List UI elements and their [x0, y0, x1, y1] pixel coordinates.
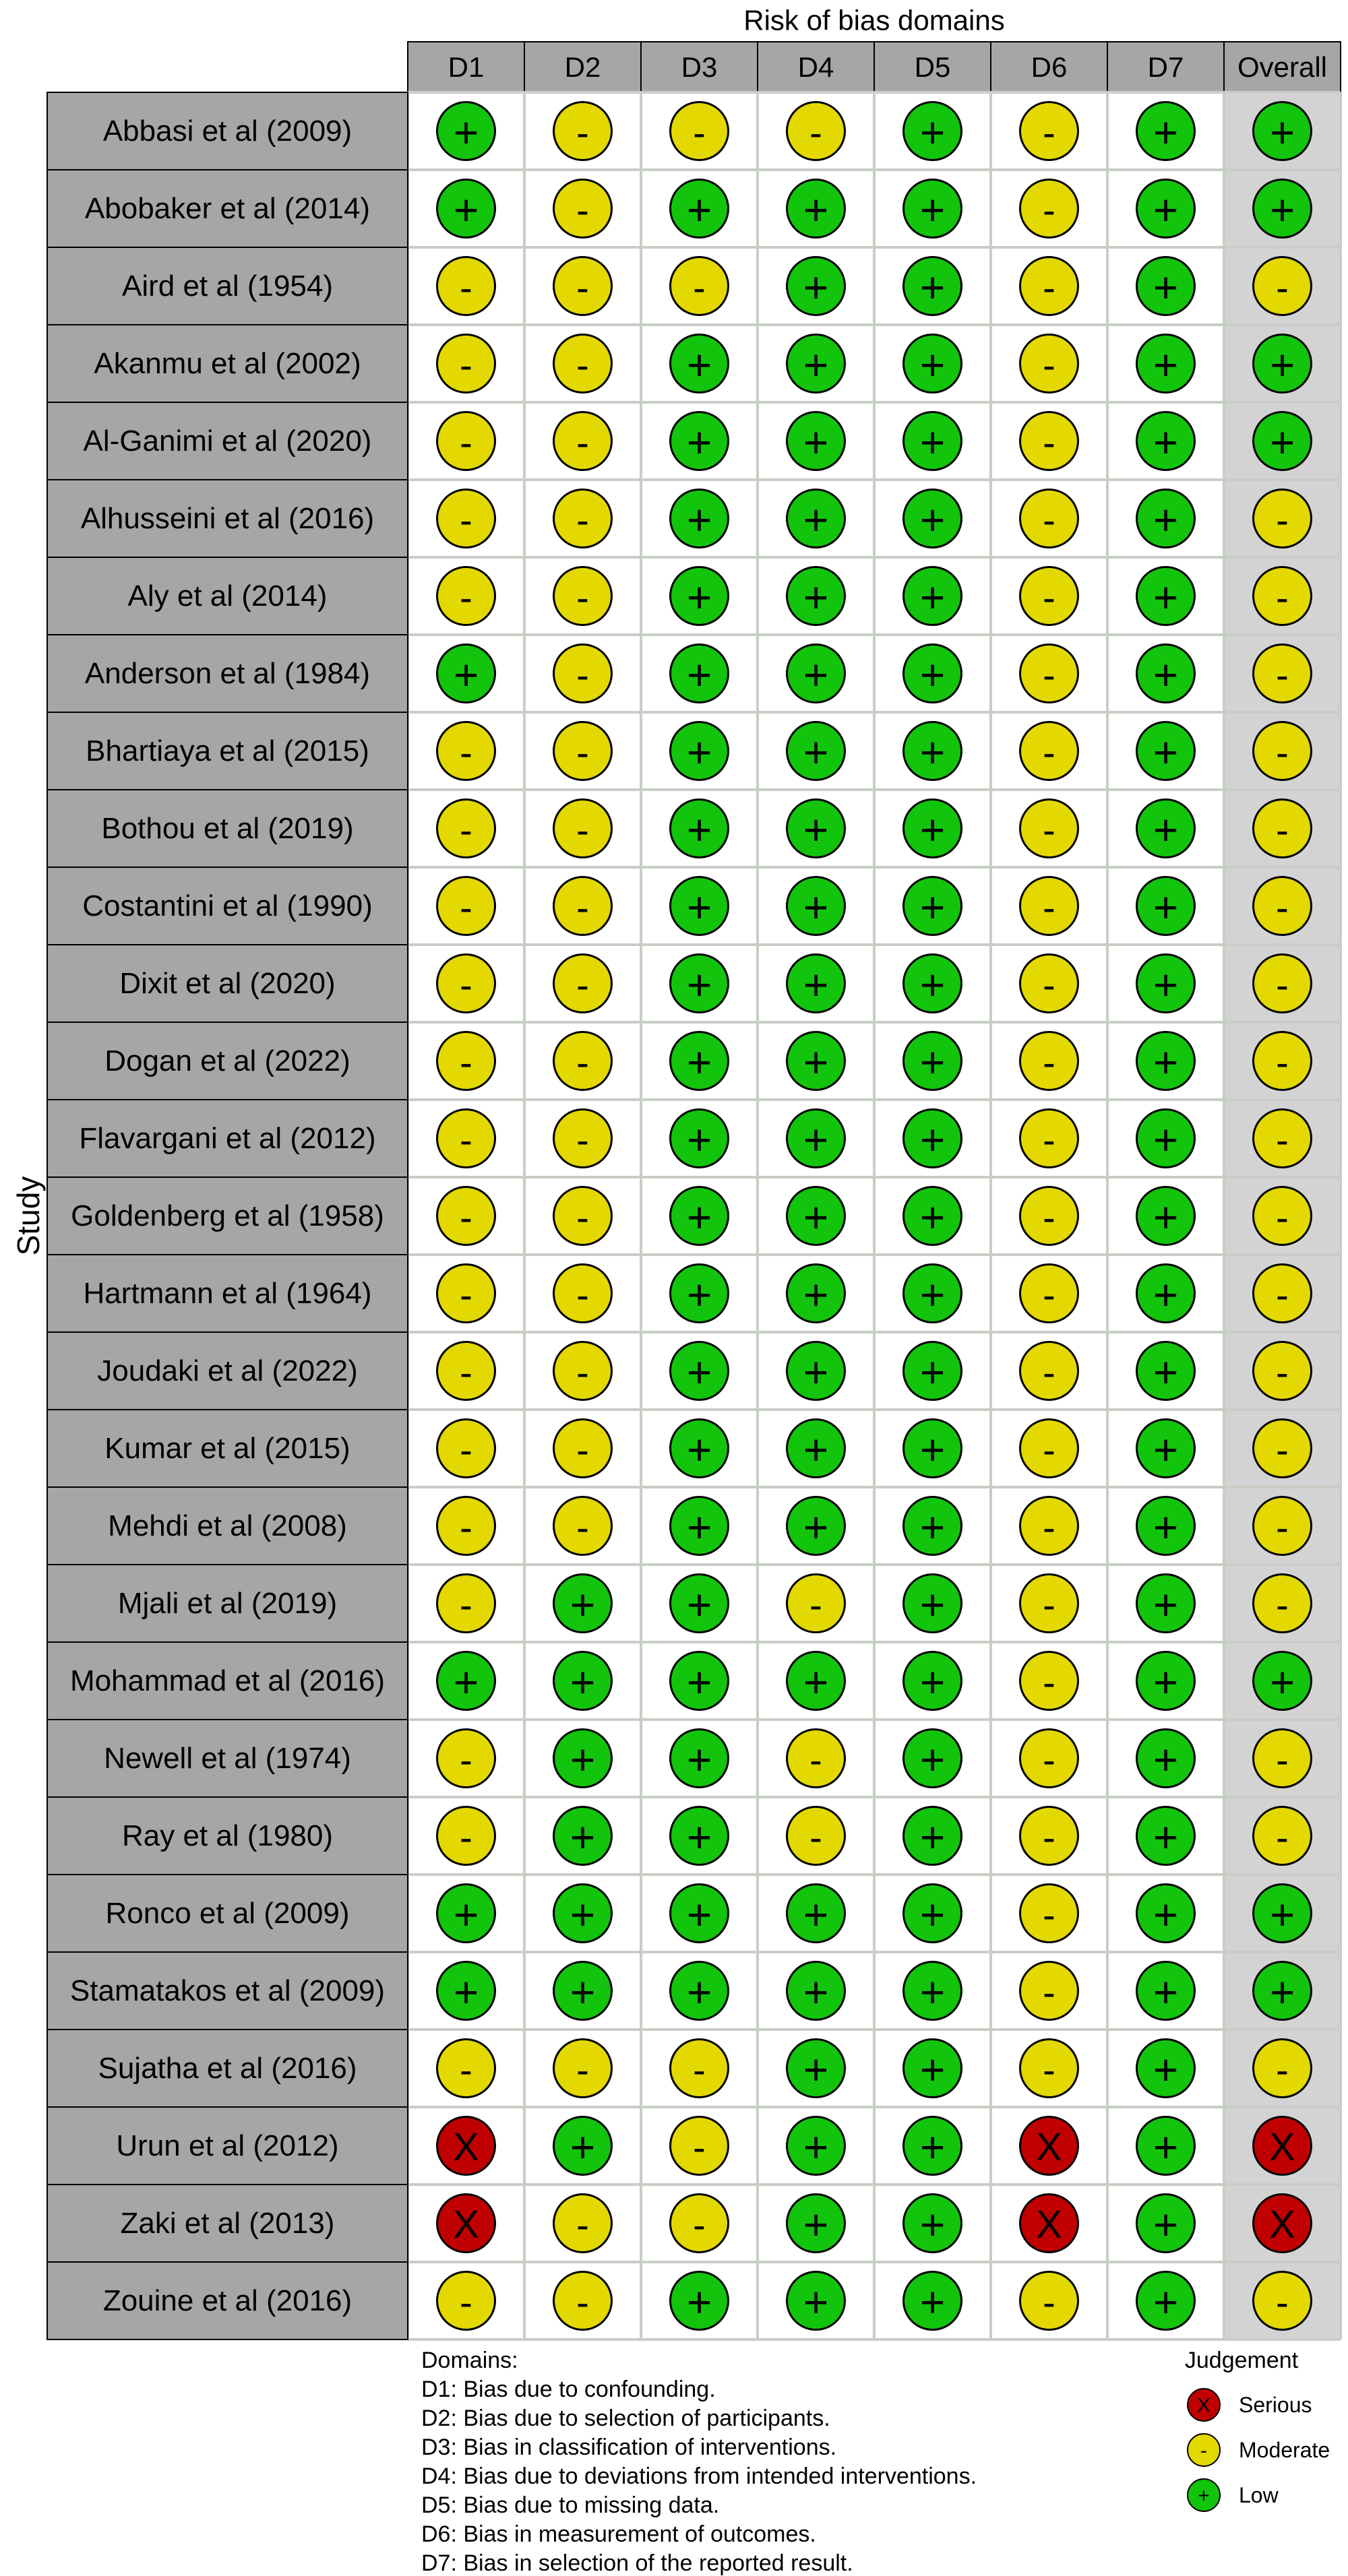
- judgement-symbol: +: [686, 418, 712, 467]
- judgement-symbol: +: [686, 1270, 712, 1319]
- judgement-symbol: -: [1276, 654, 1289, 696]
- judgement-symbol: +: [803, 805, 829, 854]
- judgement-symbol: -: [1276, 1428, 1289, 1471]
- judgement-symbol: -: [1276, 2048, 1289, 2091]
- judgement-symbol: -: [1276, 499, 1289, 541]
- study-label: Bothou et al (2019): [101, 812, 354, 845]
- judgement-symbol: +: [686, 1348, 712, 1397]
- judgement-symbol: -: [1043, 886, 1055, 929]
- judgement-symbol: +: [686, 650, 712, 699]
- judgement-symbol: -: [809, 111, 822, 154]
- judgement-symbol: -: [576, 1119, 589, 1161]
- judgement-symbol: -: [693, 2048, 706, 2091]
- judgement-symbol: +: [919, 340, 946, 389]
- judgement-symbol: +: [1269, 340, 1295, 389]
- judgement-symbol: -: [1276, 2281, 1289, 2323]
- judgement-symbol: +: [919, 650, 946, 699]
- judgement-symbol: +: [803, 340, 829, 389]
- judgement-symbol: -: [460, 1506, 472, 1548]
- judgement-symbol: +: [453, 185, 479, 234]
- grid-lines: [408, 92, 1341, 2339]
- judgement-symbol: +: [919, 1115, 946, 1164]
- judgement-symbol: -: [1276, 1119, 1289, 1161]
- judgement-symbol: -: [1276, 266, 1289, 309]
- judgement-symbol: -: [1276, 1738, 1289, 1781]
- judgement-symbol: +: [1269, 1890, 1295, 1939]
- judgement-symbol: +: [919, 1503, 946, 1552]
- judgement-symbol: -: [1043, 576, 1055, 619]
- judgement-symbol: +: [919, 883, 946, 932]
- judgement-symbol: +: [686, 1115, 712, 1164]
- judgement-symbol: -: [1043, 1274, 1055, 1316]
- judgement-symbol: +: [1153, 495, 1179, 544]
- judgement-symbol: -: [1043, 809, 1055, 851]
- study-label: Aird et al (1954): [121, 270, 334, 303]
- judgement-symbol: +: [1153, 1968, 1179, 2017]
- judgement-symbol: -: [460, 1041, 472, 1083]
- judgement-symbol: -: [576, 964, 589, 1006]
- study-label: Al-Ganimi et al (2020): [83, 425, 372, 458]
- study-label: Sujatha et al (2016): [98, 2052, 357, 2085]
- judgement-symbol: +: [919, 418, 946, 467]
- judgement-symbol: +: [453, 650, 479, 699]
- study-label: Dogan et al (2022): [104, 1044, 350, 1077]
- judgement-symbol: -: [460, 1274, 472, 1316]
- judgement-symbol: -: [1043, 1196, 1055, 1238]
- judgement-symbol: +: [803, 1115, 829, 1164]
- judgement-symbol: -: [460, 576, 472, 619]
- study-label: Dixit et al (2020): [119, 967, 336, 1000]
- judgement-symbol: -: [1043, 1893, 1055, 1936]
- study-label: Alhusseini et al (2016): [80, 502, 375, 535]
- judgement-symbol: +: [919, 1580, 946, 1629]
- judgement-symbol: +: [1153, 2045, 1179, 2094]
- judgement-symbol: +: [919, 1193, 946, 1242]
- judgement-symbol: -: [1276, 576, 1289, 619]
- judgement-symbol: -: [460, 1351, 472, 1393]
- judgement-symbol: +: [1153, 1348, 1179, 1397]
- judgement-symbol: +: [1153, 1503, 1179, 1552]
- judgement-symbol: -: [1043, 344, 1055, 386]
- judgement-symbol: -: [460, 809, 472, 851]
- judgement-symbol: -: [460, 1196, 472, 1238]
- judgement-symbol: +: [919, 185, 946, 234]
- judgement-symbol: +: [919, 108, 946, 157]
- domain-description: D4: Bias due to deviations from intended interventions.: [421, 2463, 977, 2489]
- judgement-symbol: -: [460, 1428, 472, 1471]
- judgement-symbol: +: [919, 573, 946, 622]
- study-label: Costantini et al (1990): [82, 889, 373, 922]
- judgement-symbol: -: [1276, 1583, 1289, 1626]
- judgement-symbol: +: [686, 1425, 712, 1474]
- judgement-symbol: +: [803, 185, 829, 234]
- judgement-symbol: +: [803, 960, 829, 1009]
- judgement-symbol: +: [686, 1580, 712, 1629]
- judgement-symbol: -: [1276, 964, 1289, 1006]
- judgement-symbol: +: [686, 728, 712, 777]
- judgement-symbol: +: [803, 1425, 829, 1474]
- judgement-symbol: +: [686, 1193, 712, 1242]
- judgement-symbol: -: [1043, 1971, 1055, 2013]
- judgement-symbol: X: [1036, 2125, 1062, 2169]
- judgement-symbol: +: [1153, 728, 1179, 777]
- study-label: Stamatakos et al (2009): [69, 1974, 386, 2007]
- study-label: Akanmu et al (2002): [94, 347, 361, 380]
- judgement-symbol: -: [576, 809, 589, 851]
- judgement-symbol: +: [1153, 1658, 1179, 1707]
- judgement-symbol: +: [803, 495, 829, 544]
- judgement-symbol: X: [1269, 2125, 1295, 2169]
- judgement-symbol: -: [460, 1119, 472, 1161]
- judgement-symbol: -: [1043, 266, 1055, 309]
- judgement-symbol: +: [570, 1580, 596, 1629]
- judgement-symbol: +: [570, 2123, 596, 2172]
- judgement-symbol: +: [1269, 418, 1295, 467]
- judgement-symbol: +: [1153, 1813, 1179, 1862]
- judgement-symbol: +: [570, 1813, 596, 1862]
- judgement-symbol: +: [1153, 960, 1179, 1009]
- legend-symbol: X: [1196, 2394, 1211, 2417]
- judgement-symbol: +: [1153, 2277, 1179, 2327]
- judgement-symbol: -: [1276, 1196, 1289, 1238]
- study-label: Zouine et al (2016): [102, 2284, 353, 2317]
- judgement-symbol: +: [686, 1735, 712, 1784]
- column-header-d3: D3: [681, 51, 718, 83]
- judgement-symbol: -: [460, 266, 472, 309]
- judgement-symbol: -: [693, 2203, 706, 2246]
- judgement-symbol: -: [460, 1583, 472, 1626]
- judgement-symbol: +: [1153, 2200, 1179, 2249]
- judgement-symbol: +: [919, 1890, 946, 1939]
- judgement-symbol: +: [686, 1658, 712, 1707]
- study-label: Mehdi et al (2008): [108, 1509, 347, 1542]
- judgement-symbol: +: [1153, 1115, 1179, 1164]
- judgement-symbol: +: [803, 883, 829, 932]
- judgement-symbol: -: [1043, 1119, 1055, 1161]
- judgement-symbol: +: [1153, 1193, 1179, 1242]
- judgement-symbol: +: [803, 1193, 829, 1242]
- judgement-symbol: -: [1043, 1738, 1055, 1781]
- study-label: Urun et al (2012): [116, 2129, 339, 2162]
- judgement-symbol: -: [576, 1041, 589, 1083]
- judgement-symbol: +: [1153, 108, 1179, 157]
- study-label: Mohammad et al (2016): [69, 1664, 386, 1697]
- chart-title: Risk of bias domains: [743, 4, 1005, 36]
- judgement-symbol: -: [460, 499, 472, 541]
- judgement-symbol: -: [576, 2048, 589, 2091]
- judgement-symbol: +: [803, 1503, 829, 1552]
- judgement-symbol: +: [1153, 263, 1179, 312]
- judgement-symbol: +: [919, 1425, 946, 1474]
- judgement-symbol: +: [686, 1890, 712, 1939]
- judgement-symbol: -: [809, 1738, 822, 1781]
- judgement-symbol: +: [919, 2200, 946, 2249]
- judgement-symbol: -: [1276, 731, 1289, 774]
- judgement-symbol: +: [1269, 185, 1295, 234]
- judgement-symbol: -: [576, 1274, 589, 1316]
- study-label: Abobaker et al (2014): [84, 192, 371, 225]
- legend-label-moderate: Moderate: [1239, 2438, 1330, 2462]
- judgement-symbol: -: [460, 731, 472, 774]
- judgement-symbol: +: [919, 1813, 946, 1862]
- judgement-symbol: +: [1153, 650, 1179, 699]
- judgement-symbol: +: [919, 2123, 946, 2172]
- judgement-symbol: +: [686, 805, 712, 854]
- judgement-symbol: -: [1276, 1351, 1289, 1393]
- study-label: Joudaki et al (2022): [97, 1354, 358, 1387]
- column-header-d4: D4: [797, 51, 834, 83]
- judgement-symbol: +: [1153, 340, 1179, 389]
- judgement-symbol: +: [803, 2277, 829, 2327]
- legend-symbol: +: [1198, 2484, 1210, 2507]
- judgement-symbol: +: [686, 2277, 712, 2327]
- judgement-symbol: +: [919, 1658, 946, 1707]
- judgement-symbol: +: [570, 1890, 596, 1939]
- judgement-symbol: +: [686, 1813, 712, 1862]
- judgement-symbol: +: [686, 1503, 712, 1552]
- judgement-symbol: +: [919, 495, 946, 544]
- judgement-symbol: +: [919, 960, 946, 1009]
- judgement-symbol: -: [576, 1428, 589, 1471]
- study-label: Ronco et al (2009): [105, 1897, 350, 1930]
- judgement-symbol: -: [1043, 1661, 1055, 1703]
- judgement-symbol: -: [1043, 1351, 1055, 1393]
- judgement-symbol: -: [460, 886, 472, 929]
- column-header-d5: D5: [914, 51, 951, 83]
- judgement-symbol: -: [576, 1506, 589, 1548]
- judgement-symbol: +: [803, 263, 829, 312]
- judgement-symbol: -: [576, 499, 589, 541]
- judgement-symbol: -: [809, 1816, 822, 1858]
- judgement-symbol: +: [1153, 1425, 1179, 1474]
- judgement-symbol: +: [686, 573, 712, 622]
- legend-title: Judgement: [1184, 2348, 1299, 2373]
- study-label: Abbasi et al (2009): [102, 115, 353, 148]
- judgement-symbol: -: [1043, 1583, 1055, 1626]
- judgement-symbol: +: [1153, 1038, 1179, 1087]
- y-axis-label: Study: [11, 1176, 46, 1256]
- domain-description: D7: Bias in selection of the reported result.: [421, 2550, 853, 2576]
- judgement-symbol: +: [919, 1735, 946, 1784]
- column-header-d1: D1: [448, 51, 485, 83]
- judgement-symbol: +: [919, 2045, 946, 2094]
- judgement-symbol: +: [1269, 1658, 1295, 1707]
- judgement-symbol: +: [453, 1890, 479, 1939]
- judgement-symbol: -: [576, 731, 589, 774]
- judgement-symbol: -: [576, 576, 589, 619]
- judgement-symbol: -: [693, 111, 706, 154]
- judgement-symbol: +: [686, 1038, 712, 1087]
- judgement-symbol: +: [686, 1968, 712, 2017]
- legend-symbol: -: [1200, 2439, 1207, 2462]
- judgement-symbol: -: [1043, 1041, 1055, 1083]
- judgement-symbol: +: [686, 495, 712, 544]
- judgement-symbol: -: [576, 266, 589, 309]
- judgement-symbol: +: [803, 573, 829, 622]
- judgement-symbol: +: [1269, 108, 1295, 157]
- judgement-symbol: -: [1043, 654, 1055, 696]
- column-header-overall: Overall: [1237, 51, 1328, 83]
- judgement-symbol: -: [576, 189, 589, 231]
- judgement-symbol: -: [1043, 1428, 1055, 1471]
- judgement-symbol: +: [1153, 1580, 1179, 1629]
- judgement-symbol: +: [1153, 805, 1179, 854]
- study-label: Anderson et al (1984): [84, 657, 371, 690]
- judgement-symbol: +: [803, 2200, 829, 2249]
- judgement-symbol: -: [1276, 1041, 1289, 1083]
- study-label: Hartmann et al (1964): [83, 1277, 372, 1310]
- judgement-symbol: -: [460, 1816, 472, 1858]
- judgement-symbol: +: [919, 263, 946, 312]
- study-label: Zaki et al (2013): [120, 2207, 335, 2240]
- judgement-symbol: +: [1153, 883, 1179, 932]
- judgement-symbol: -: [1043, 189, 1055, 231]
- judgement-symbol: -: [576, 886, 589, 929]
- domain-description: D1: Bias due to confounding.: [421, 2377, 716, 2402]
- judgement-symbol: X: [1036, 2203, 1062, 2247]
- judgement-symbol: +: [803, 650, 829, 699]
- judgement-symbol: +: [919, 1968, 946, 2017]
- judgement-symbol: -: [576, 421, 589, 464]
- judgement-symbol: -: [576, 2203, 589, 2246]
- judgement-symbol: -: [809, 1583, 822, 1626]
- judgement-symbol: +: [803, 1890, 829, 1939]
- judgement-symbol: +: [919, 1348, 946, 1397]
- judgement-symbol: +: [686, 185, 712, 234]
- study-label: Mjali et al (2019): [117, 1587, 338, 1620]
- judgement-symbol: -: [1276, 1274, 1289, 1316]
- judgement-symbol: +: [1153, 185, 1179, 234]
- judgement-symbol: -: [1043, 421, 1055, 464]
- judgement-symbol: -: [460, 1738, 472, 1781]
- judgement-symbol: +: [570, 1968, 596, 2017]
- judgement-symbol: -: [460, 964, 472, 1006]
- judgement-symbol: -: [576, 344, 589, 386]
- judgement-symbol: -: [1276, 1506, 1289, 1548]
- column-header-d7: D7: [1147, 51, 1184, 83]
- judgement-symbol: -: [1043, 964, 1055, 1006]
- judgement-symbol: +: [803, 2123, 829, 2172]
- judgement-symbol: +: [453, 1658, 479, 1707]
- domain-description: D3: Bias in classification of interventions.: [421, 2434, 837, 2460]
- study-label: Goldenberg et al (1958): [71, 1199, 384, 1232]
- column-header-d2: D2: [564, 51, 601, 83]
- judgement-symbol: -: [576, 654, 589, 696]
- judgement-symbol: +: [919, 1038, 946, 1087]
- judgement-symbol: -: [576, 1196, 589, 1238]
- judgement-symbol: +: [1153, 2123, 1179, 2172]
- judgement-symbol: +: [1153, 1735, 1179, 1784]
- study-label: Newell et al (1974): [104, 1742, 351, 1775]
- legend-label-serious: Serious: [1239, 2393, 1312, 2417]
- judgement-symbol: -: [1043, 111, 1055, 154]
- judgement-symbol: +: [453, 108, 479, 157]
- judgement-symbol: -: [1043, 499, 1055, 541]
- judgement-symbol: -: [576, 111, 589, 154]
- judgement-symbol: +: [803, 1270, 829, 1319]
- judgement-symbol: +: [803, 1968, 829, 2017]
- judgement-symbol: +: [686, 340, 712, 389]
- judgement-symbol: X: [1269, 2203, 1295, 2247]
- judgement-symbol: +: [453, 1968, 479, 2017]
- judgement-symbol: +: [803, 1658, 829, 1707]
- study-label: Aly et al (2014): [127, 579, 328, 612]
- domain-description: D6: Bias in measurement of outcomes.: [421, 2521, 816, 2547]
- judgement-symbol: -: [1276, 809, 1289, 851]
- judgement-symbol: +: [919, 728, 946, 777]
- domain-description: D2: Bias due to selection of participants.: [421, 2406, 830, 2431]
- judgement-symbol: -: [1276, 886, 1289, 929]
- judgement-symbol: -: [1043, 1506, 1055, 1548]
- study-label: Bhartiaya et al (2015): [86, 734, 369, 767]
- judgement-symbol: -: [1043, 1816, 1055, 1858]
- judgement-symbol: +: [803, 418, 829, 467]
- judgement-symbol: +: [1153, 573, 1179, 622]
- judgement-symbol: X: [453, 2125, 479, 2169]
- judgement-symbol: -: [1043, 2048, 1055, 2091]
- judgement-symbol: +: [803, 728, 829, 777]
- study-label: Kumar et al (2015): [104, 1432, 350, 1465]
- judgement-symbol: +: [1269, 1968, 1295, 2017]
- judgement-symbol: +: [1153, 418, 1179, 467]
- judgement-symbol: +: [1153, 1890, 1179, 1939]
- judgement-symbol: +: [570, 1658, 596, 1707]
- column-header-d6: D6: [1031, 51, 1068, 83]
- judgement-symbol: -: [460, 2281, 472, 2323]
- judgement-symbol: -: [576, 2281, 589, 2323]
- judgement-symbol: +: [1153, 1270, 1179, 1319]
- judgement-symbol: -: [460, 344, 472, 386]
- judgement-symbol: +: [919, 1270, 946, 1319]
- judgement-symbol: -: [1043, 731, 1055, 774]
- judgement-symbol: X: [453, 2203, 479, 2247]
- judgement-symbol: -: [576, 1351, 589, 1393]
- judgement-symbol: -: [1276, 1816, 1289, 1858]
- judgement-symbol: +: [919, 805, 946, 854]
- judgement-symbol: +: [803, 2045, 829, 2094]
- judgement-symbol: -: [460, 421, 472, 464]
- judgement-symbol: +: [803, 1038, 829, 1087]
- domains-title: Domains:: [421, 2348, 518, 2373]
- judgement-symbol: +: [919, 2277, 946, 2327]
- judgement-symbol: +: [570, 1735, 596, 1784]
- judgement-symbol: +: [686, 960, 712, 1009]
- judgement-symbol: -: [1043, 2281, 1055, 2323]
- judgement-symbol: -: [693, 2126, 706, 2168]
- judgement-symbol: -: [693, 266, 706, 309]
- study-label: Flavargani et al (2012): [79, 1122, 376, 1155]
- study-label: Ray et al (1980): [121, 1819, 334, 1852]
- judgement-symbol: +: [803, 1348, 829, 1397]
- domain-description: D5: Bias due to missing data.: [421, 2492, 720, 2518]
- legend-label-low: Low: [1239, 2483, 1279, 2507]
- judgement-symbol: -: [460, 2048, 472, 2091]
- judgement-symbol: +: [686, 883, 712, 932]
